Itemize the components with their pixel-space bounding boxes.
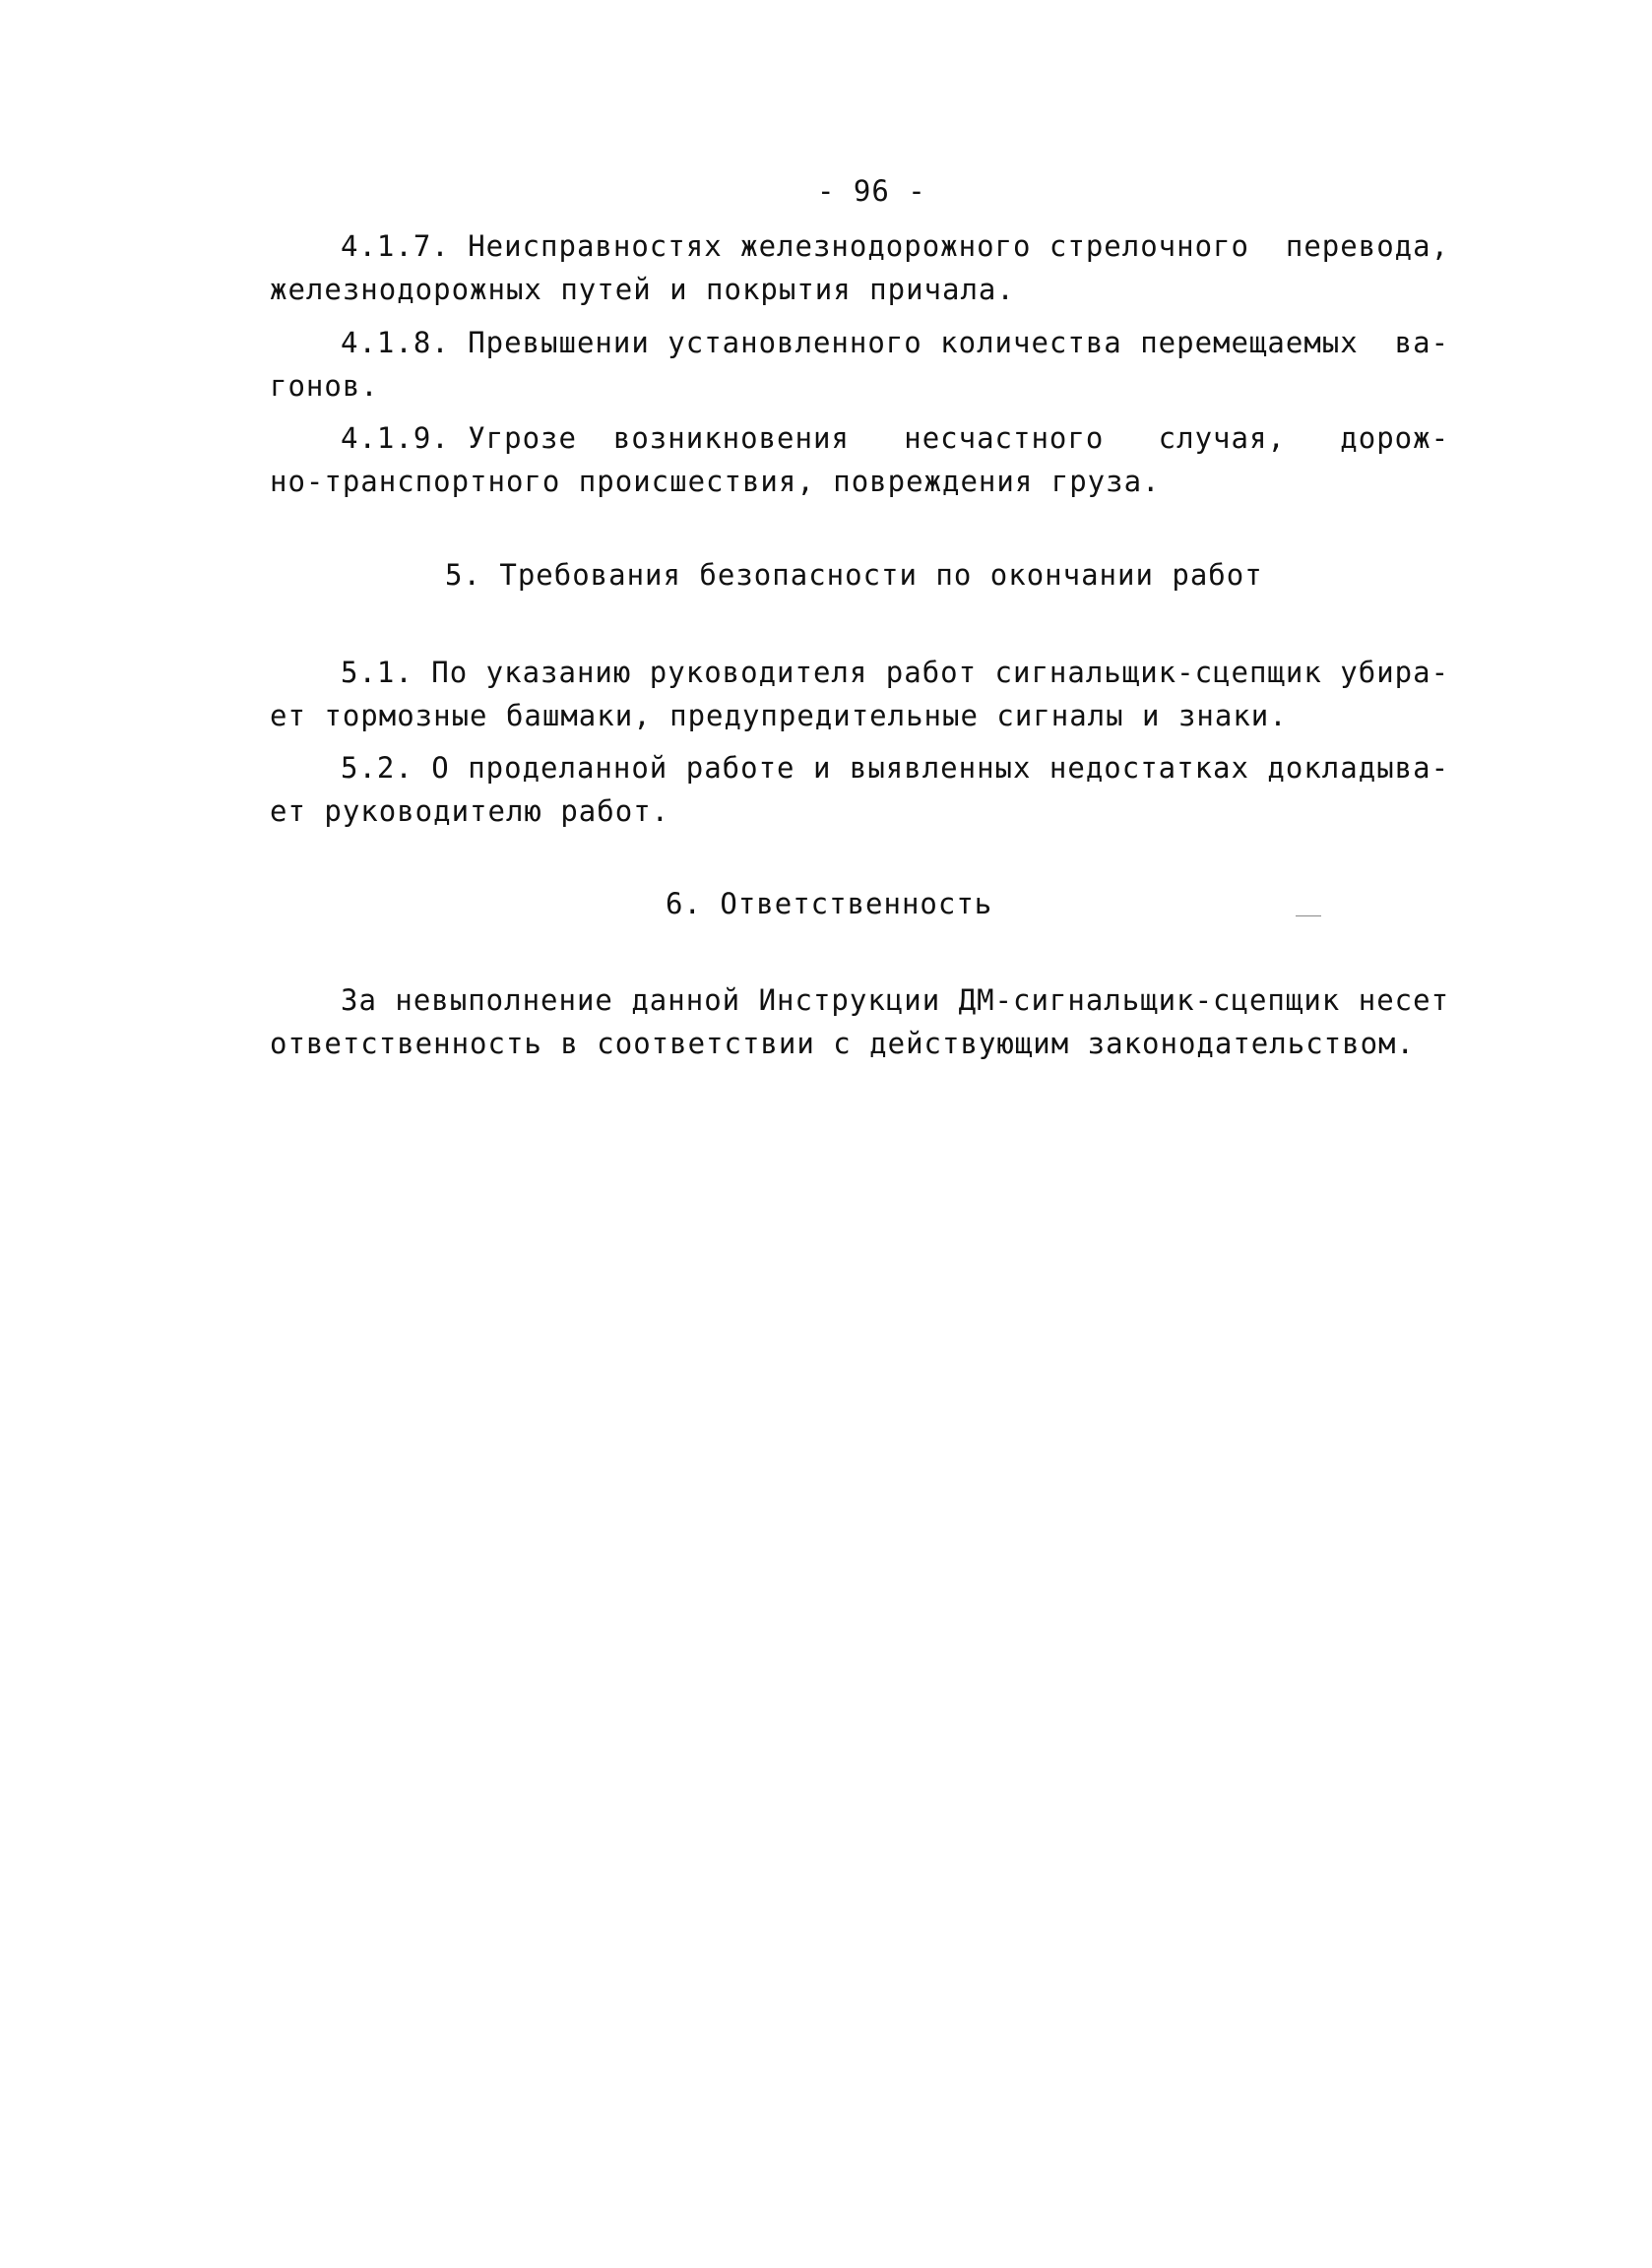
item-4-1-9-line1: 4.1.9. Угрозе возникновения несчастного случая, дорож- (341, 421, 1450, 455)
item-4-1-7-line1: 4.1.7. Неисправностях железнодорожного стрелочного перевода, (341, 229, 1450, 263)
item-5-2-line1: 5.2. О проделанной работе и выявленных недостатках докладыва- (341, 751, 1450, 785)
item-5-1-line2: ет тормозные башмаки, предупредительные сигналы и знаки. (270, 699, 1288, 732)
responsibility-line1: За невыполнение данной Инструкции ДМ-сигнальщик-сцепщик несет (341, 983, 1450, 1017)
item-4-1-8-line1: 4.1.8. Превышении установленного количества перемещаемых ва- (341, 326, 1450, 359)
item-5-2-line2: ет руководителю работ. (270, 794, 670, 828)
responsibility-line2: ответственность в соответствии с действующим законодательством. (270, 1027, 1415, 1060)
page-number: - 96 - (817, 174, 926, 208)
item-4-1-8-line2: гонов. (270, 369, 379, 403)
item-4-1-7-line2: железнодорожных путей и покрытия причала. (270, 273, 1015, 306)
scan-mark (1296, 915, 1321, 916)
item-4-1-9-line2: но-транспортного происшествия, повреждения груза. (270, 465, 1161, 498)
section-5-heading: 5. Требования безопасности по окончании работ (445, 558, 1263, 592)
section-6-heading: 6. Ответственность (666, 887, 993, 920)
item-5-1-line1: 5.1. По указанию руководителя работ сигнальщик-сцепщик убира- (341, 656, 1450, 689)
